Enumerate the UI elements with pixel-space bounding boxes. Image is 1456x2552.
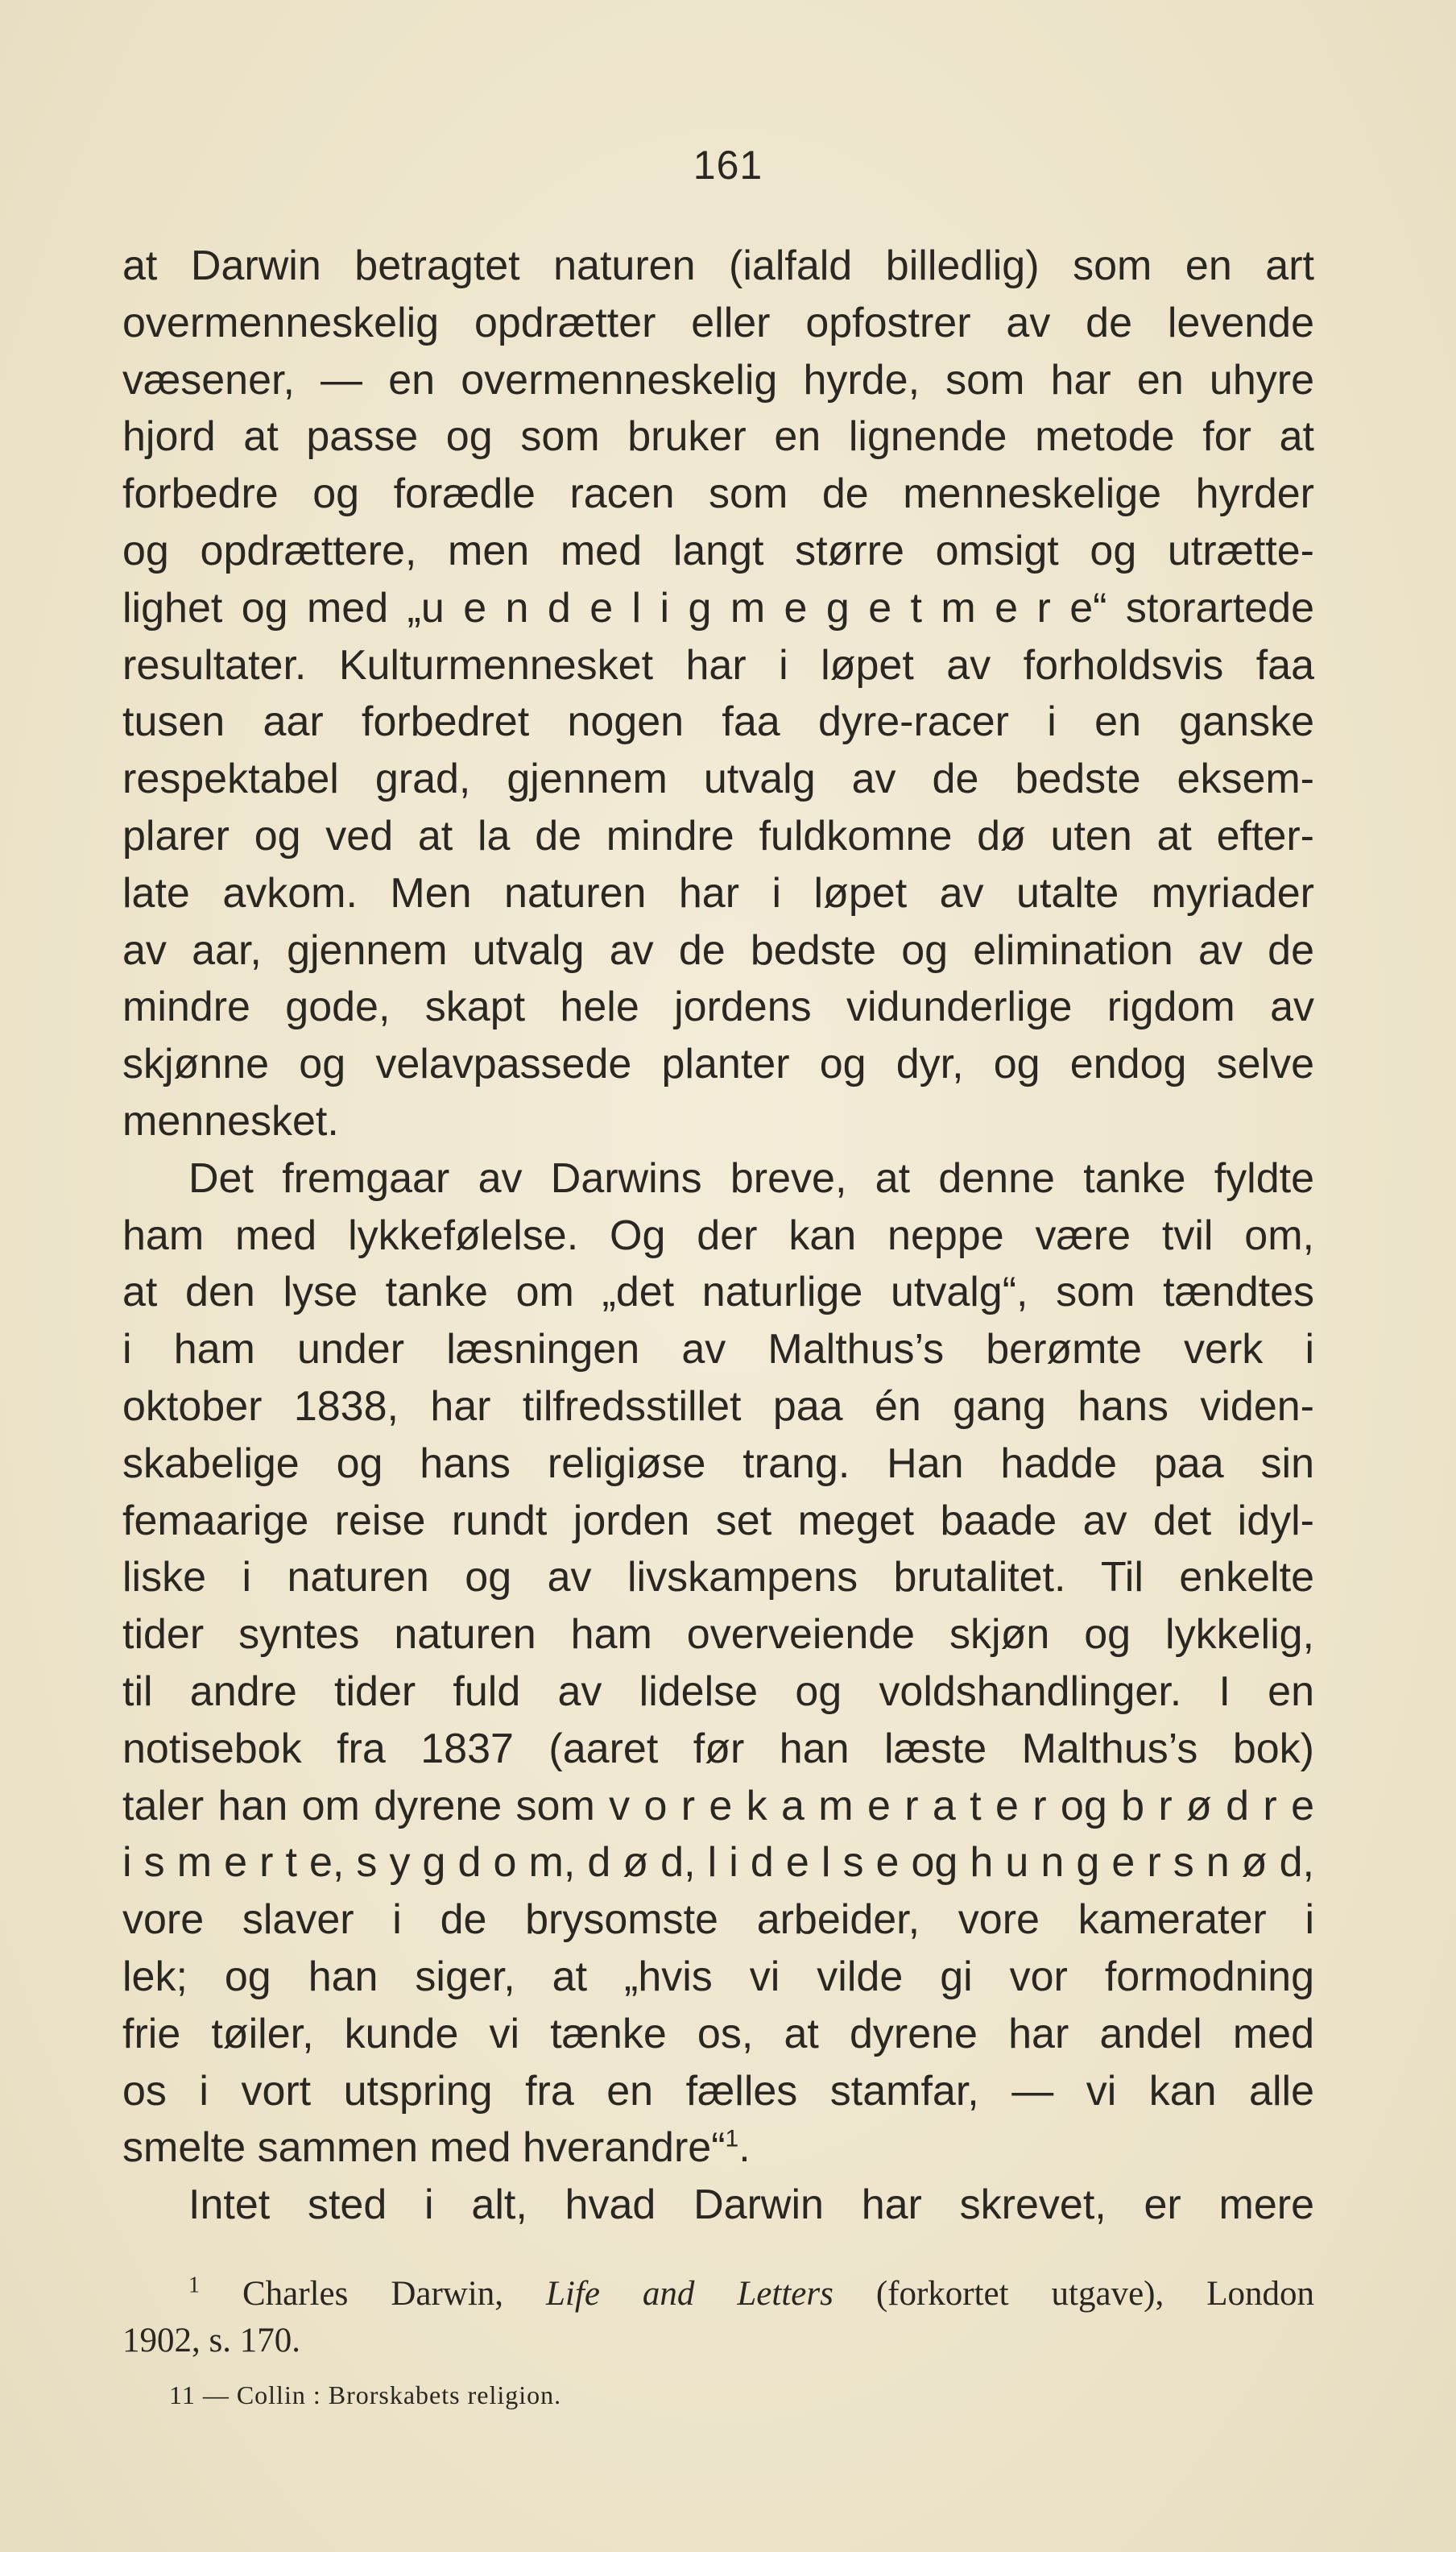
text-line: til andre tider fuld av lidelse og voldshandlinger. I en <box>122 1668 1314 1715</box>
text-line: av aar, gjennem utvalg av de bedste og elimination av de <box>122 926 1314 974</box>
text-line: skjønne og velavpassede planter og dyr, og endog selve <box>122 1041 1314 1088</box>
text-line: og opdrættere, men med langt større omsigt og utrætte- <box>122 527 1314 574</box>
footnote-text: (forkortet utgave), London <box>833 2275 1314 2313</box>
text-line-with-footnote-ref <box>122 2119 1314 2177</box>
text-line: i s m e r t e, s y g d o m, d ø d, l i d e l s e og h u n g e r s n ø d, <box>122 1839 1314 1887</box>
text-line: forbedre og forædle racen som de menneskelige hyrder <box>122 470 1314 518</box>
line-end-punctuation: . <box>738 2124 751 2172</box>
text-line: lek; og han siger, at „hvis vi vilde gi vor formodning <box>122 1953 1314 2000</box>
text-line: respektabel grad, gjennem utvalg av de bedste eksem- <box>122 756 1314 803</box>
text-line: frie tøiler, kunde vi tænke os, at dyrene har andel med <box>122 2010 1314 2057</box>
text-line: lighet og med „u e n d e l i g m e g e t m e r e“ storartede <box>122 584 1314 632</box>
text-line: oktober 1838, har tilfredsstillet paa én gang hans viden- <box>122 1382 1314 1430</box>
footnote-book-title: Life and Letters <box>546 2275 833 2313</box>
text-line: plarer og ved at la de mindre fuldkomne dø uten at efter- <box>122 812 1314 860</box>
footnote-reference: 1 <box>725 2125 739 2152</box>
text-line: vore slaver i de brysomste arbeider, vore kamerater i <box>122 1896 1314 1944</box>
text-line: ham med lykkefølelse. Og der kan neppe være tvil om, <box>122 1212 1314 1259</box>
text-line: late avkom. Men naturen har i løpet av utalte myriader <box>122 869 1314 917</box>
printer-signature: 11 — Collin : Brorskabets religion. <box>169 2380 562 2409</box>
text-line: taler han om dyrene som v o r e k a m e r a t e r og b r ø d r e <box>122 1782 1314 1829</box>
text-line: mennesket. <box>122 1097 339 1145</box>
text-line-content: smelte sammen med hverandre“ <box>122 2124 726 2172</box>
text-line: tider syntes naturen ham overveiende skjøn og lykkelig, <box>122 1611 1314 1659</box>
footnote-text: Charles Darwin, <box>242 2275 547 2313</box>
text-line: skabelige og hans religiøse trang. Han hadde paa sin <box>122 1440 1314 1487</box>
text-line: at den lyse tanke om „det naturlige utvalg“, som tændtes <box>122 1269 1314 1316</box>
text-line: notisebok fra 1837 (aaret før han læste Malthus’s bok) <box>122 1725 1314 1772</box>
text-line: overmenneskelig opdrætter eller opfostrer av de levende <box>122 299 1314 346</box>
text-line: mindre gode, skapt hele jordens vidunderlige rigdom av <box>122 984 1314 1031</box>
text-line: femaarige reise rundt jorden set meget baade av det idyl- <box>122 1497 1314 1544</box>
page-number: 161 <box>693 143 763 188</box>
footnote-marker: 1 <box>188 2272 200 2298</box>
text-line: liske i naturen og av livskampens brutalitet. Til enkelte <box>122 1554 1314 1601</box>
text-line: resultater. Kulturmennesket har i løpet av forholdsvis faa <box>122 641 1314 689</box>
footnotes <box>122 2271 1314 2364</box>
text-line: i ham under læsningen av Malthus’s berømte verk i <box>122 1326 1314 1373</box>
text-line: tusen aar forbedret nogen faa dyre-racer i en ganske <box>122 698 1314 746</box>
body-text <box>122 238 1314 2234</box>
text-line: hjord at passe og som bruker en lignende metode for at <box>122 413 1314 461</box>
text-line: Intet sted i alt, hvad Darwin har skrevet, er mere <box>188 2181 1314 2229</box>
footnote-line <box>122 2271 1314 2318</box>
text-line: Det fremgaar av Darwins breve, at denne tanke fyldte <box>188 1154 1314 1202</box>
footnote-line: 1902, s. 170. <box>122 2322 300 2359</box>
text-line: væsener, — en overmenneskelig hyrde, som har en uhyre <box>122 356 1314 404</box>
text-line: at Darwin betragtet naturen (ialfald billedlig) som en art <box>122 242 1314 289</box>
text-line: os i vort utspring fra en fælles stamfar, — vi kan alle <box>122 2067 1314 2115</box>
